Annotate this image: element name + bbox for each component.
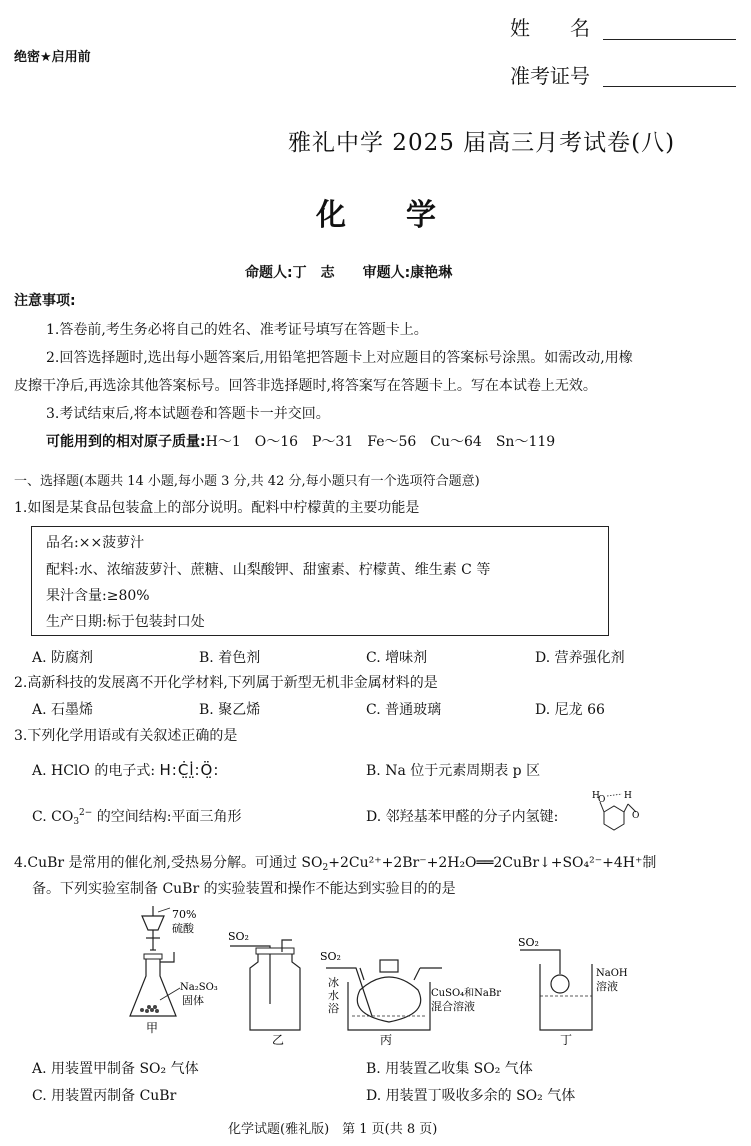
q3-option-c-post: 的空间结构:平面三角形 (92, 809, 242, 825)
q3-option-d-text: D. 邻羟基苯甲醛的分子内氢键: (366, 809, 559, 825)
q3-option-c-pre: C. CO (32, 809, 74, 825)
q3-option-a-text: A. HClO 的电子式: (32, 763, 156, 779)
q1-stem: 1.如图是某食品包装盒上的部分说明。配料中柠檬黄的主要功能是 (14, 500, 420, 516)
hclo-electron-formula: H:Ċ̤l̤̇:Ö̤: (159, 761, 220, 779)
so2-subscript: 2 (322, 863, 329, 873)
q4-option-c[interactable]: C. 用装置丙制备 CuBr (32, 1088, 177, 1104)
q4-option-d[interactable]: D. 用装置丁吸收多余的 SO₂ 气体 (366, 1088, 576, 1104)
label-acid-2: 硫酸 (172, 922, 194, 935)
q1-box-line-2: 配料:水、浓缩菠萝汁、蔗糖、山梨酸钾、甜蜜素、柠檬黄、维生素 C 等 (46, 562, 491, 578)
q1-box-line-4: 生产日期:标于包装封口处 (46, 614, 205, 630)
notice-item-3: 3.考试结束后,将本试题卷和答题卡一并交回。 (46, 406, 330, 422)
apparatus-diagram (120, 904, 640, 1052)
notice-item-2b: 皮擦干净后,再选涂其他答案标号。回答非选择题时,将答案写在答题卡上。写在本试卷上无效。 (14, 378, 597, 394)
q2-option-b[interactable]: B. 聚乙烯 (199, 702, 261, 718)
q3-option-b[interactable]: B. Na 位于元素周期表 p 区 (366, 763, 541, 779)
secret-label: 绝密★启用前 (14, 50, 91, 65)
hydrogen-bond-structure (590, 788, 640, 834)
q1-box-line-1: 品名:××菠萝汁 (46, 535, 145, 551)
apparatus-yi (228, 930, 300, 1030)
q4-stem-1 (14, 853, 737, 878)
atomic-mass-values: H～1 O～16 P～31 Fe～56 Cu～64 Sn～119 (205, 434, 556, 450)
label-bing: 丙 (380, 1033, 393, 1047)
notice-item-2: 2.回答选择题时,选出每小题答案后,用铅笔把答题卡上对应题目的答案标号涂黑。如需改动,用橡 (46, 350, 633, 366)
label-jia: 甲 (146, 1021, 159, 1035)
svg-text:H: H (592, 791, 600, 801)
exam-title: 雅礼中学 2025 届高三月考试卷(八) (288, 130, 676, 156)
label-solid-1: Na₂SO₃ (180, 982, 218, 993)
label-ding: 丁 (560, 1033, 573, 1047)
label-mix-1: CuSO₄和NaBr (431, 988, 501, 999)
q1-box-line-3: 果汁含量:≥80% (46, 588, 150, 604)
notice-item-1: 1.答卷前,考生务必将自己的姓名、准考证号填写在答题卡上。 (46, 322, 428, 338)
label-yi: 乙 (272, 1033, 285, 1047)
q2-option-d[interactable]: D. 尼龙 66 (535, 702, 605, 718)
q1-option-a[interactable]: A. 防腐剂 (32, 650, 94, 666)
svg-text:H: H (624, 791, 632, 801)
q1-option-d[interactable]: D. 营养强化剂 (535, 650, 625, 666)
svg-text:O: O (598, 795, 606, 805)
atomic-mass-line (46, 432, 737, 452)
q1-label-box (31, 526, 609, 636)
apparatus-ding (518, 936, 592, 1030)
label-solid-2: 固体 (182, 994, 204, 1007)
authors: 命题人:丁 志 审题人:康艳琳 (245, 265, 453, 281)
section-heading: 一、选择题(本题共 14 小题,每小题 3 分,共 42 分,每小题只有一个选项符合题意) (14, 474, 480, 489)
label-ice-3: 浴 (328, 1002, 339, 1015)
q3-stem: 3.下列化学用语或有关叙述正确的是 (14, 728, 238, 744)
label-so2-bing: SO₂ (320, 950, 341, 963)
q2-option-c[interactable]: C. 普通玻璃 (366, 702, 442, 718)
q3-option-c[interactable] (32, 806, 242, 827)
label-acid-70: 70% (172, 908, 197, 921)
label-ice-2: 水 (328, 989, 339, 1002)
id-label: 准考证号 (510, 64, 590, 88)
q4-stem-2: 备。下列实验室制备 CuBr 的实验装置和操作不能达到实验目的的是 (32, 881, 456, 897)
atomic-mass-label: 可能用到的相对原子质量: (46, 434, 206, 450)
page-footer: 化学试题(雅礼版) 第 1 页(共 8 页) (228, 1122, 438, 1137)
label-mix-2: 混合溶液 (431, 1000, 475, 1013)
q1-option-c[interactable]: C. 增味剂 (366, 650, 428, 666)
label-so2-yi: SO₂ (228, 930, 249, 943)
label-ice-1: 冰 (328, 976, 339, 989)
q4-stem-1-pre: 4.CuBr 是常用的催化剂,受热易分解。可通过 SO (14, 855, 323, 871)
id-blank[interactable] (603, 86, 736, 87)
q3-option-a[interactable] (32, 760, 219, 780)
q2-stem: 2.高新科技的发展离不开化学材料,下列属于新型无机非金属材料的是 (14, 675, 438, 691)
subject-title: 化 学 (316, 198, 436, 233)
name-label: 姓 名 (510, 16, 590, 40)
notice-heading: 注意事项: (14, 293, 76, 309)
co3-subscript: 3 (73, 817, 80, 827)
name-blank[interactable] (603, 39, 736, 40)
q3-option-d[interactable] (366, 806, 558, 826)
label-naoh-1: NaOH (596, 968, 628, 979)
q2-option-a[interactable]: A. 石墨烯 (32, 702, 94, 718)
label-so2-ding: SO₂ (518, 936, 539, 949)
svg-text:O: O (632, 811, 640, 821)
q4-stem-1-post: +2Cu²⁺+2Br⁻+2H₂O══2CuBr↓+SO₄²⁻+4H⁺制 (328, 855, 657, 871)
q4-option-a[interactable]: A. 用装置甲制备 SO₂ 气体 (32, 1061, 199, 1077)
q1-option-b[interactable]: B. 着色剂 (199, 650, 261, 666)
q4-option-b[interactable]: B. 用装置乙收集 SO₂ 气体 (366, 1061, 533, 1077)
co3-superscript: 2− (79, 808, 93, 818)
label-naoh-2: 溶液 (596, 980, 618, 993)
